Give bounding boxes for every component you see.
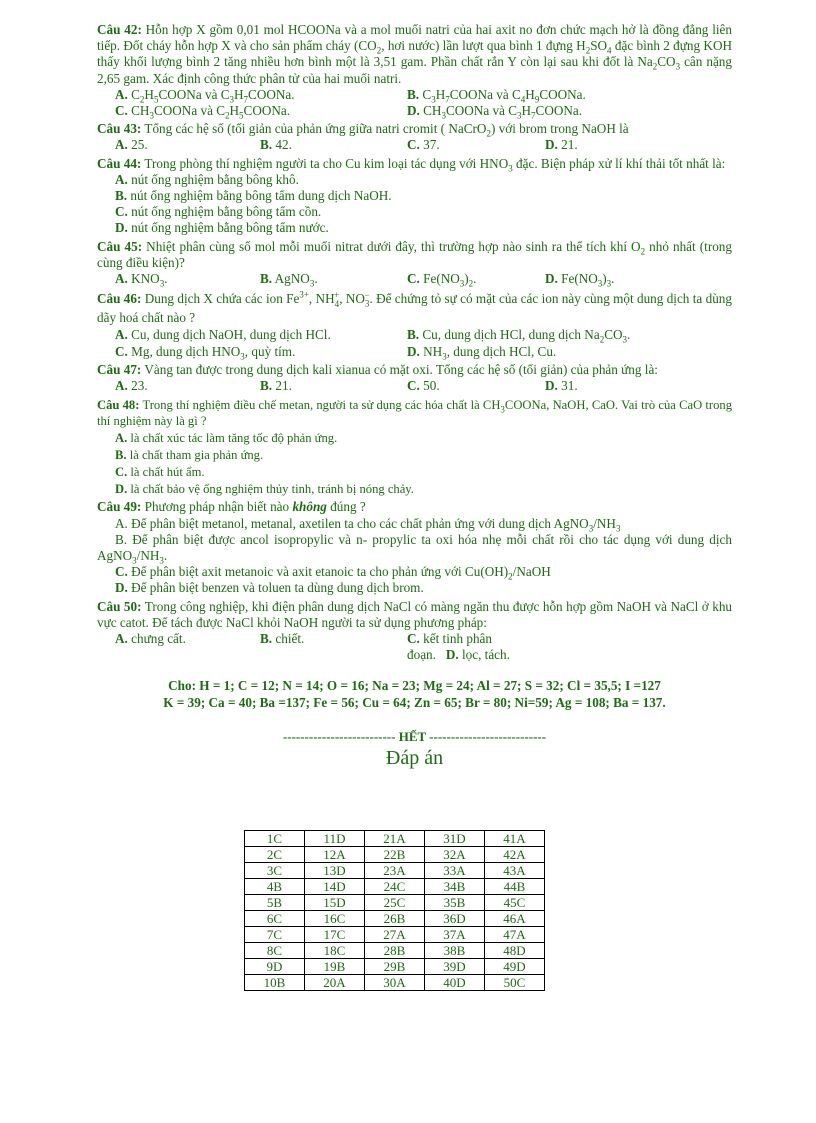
answer-row (245, 943, 545, 959)
option-d[interactable]: D. nút ống nghiệm bằng bông tẩm nước. (115, 220, 329, 236)
option-a[interactable]: A. chưng cất. (115, 631, 186, 647)
question-42-stem: Câu 42: Hỗn hợp X gồm 0,01 mol HCOONa và a mol muối natri của hai axit no đơn chức mạch hở là đồng đẳng liên tiếp. Đốt cháy hỗn hợp X và cho sản phẩm cháy ($CO_2$, hơi nước) lần lượt qua bình 1 đựng $H_2SO_4$ đặc bình 2 đựng KOH thấy khối lượng bình 2 tăng nhiều hơn bình một là 3,51 gam. Phần chất rắn Y còn lại sau khi đốt là $Na_2CO_3$ cân nặng 2,65 gam. Xác định công thức phân tử của hai muối natri. (97, 22, 732, 86)
answer-cell: 41A (485, 831, 545, 847)
answer-cell: 46A (485, 911, 545, 927)
option-b[interactable]: B. là chất tham gia phản ứng. (115, 448, 264, 463)
answer-row (245, 831, 545, 847)
answer-cell: 32A (425, 847, 485, 863)
answer-cell: 8C (245, 943, 305, 959)
answer-cell: 16C (305, 911, 365, 927)
exam-page (97, 22, 733, 769)
question-50-stem: Câu 50: Trong công nghiệp, khi điện phân dung dịch NaCl có màng ngăn thu được hỗn hợp gồm NaOH và NaCl ở khu vực catot. Để tách được NaCl khỏi NaOH người ta sử dụng phương pháp: (97, 598, 733, 630)
question-47-options (115, 378, 732, 394)
answer-cell: 47A (485, 927, 545, 943)
atomic-masses-line-2: K = 39; Ca = 40; Ba =137; Fe = 56; Cu = 64; Zn = 65; Br = 80; Ni=59; Ag = 108; Ba = 137. (163, 695, 666, 711)
answer-cell: 7C (245, 927, 305, 943)
question-46-stem: Câu 46: Dung dịch X chứa các ion $Fe^{3+}$, $NH_4^+$, $NO_3^-$. Để chứng tỏ sự có mặt của các ion này cùng một dung dịch ta dùng dãy hoá chất nào ? (97, 289, 732, 326)
question-45 (97, 239, 732, 288)
answer-row (245, 895, 545, 911)
question-48-stem: Câu 48: Trong thí nghiệm điều chế metan, người ta sử dụng các hóa chất là $CH_3COONa$, NaOH, CaO. Vai trò của CaO trong thí nghiệm này là gì ? (97, 397, 732, 429)
answer-cell: 2C (245, 847, 305, 863)
answer-cell: 43A (485, 863, 545, 879)
question-49-options (115, 564, 732, 596)
question-label: Câu 47: (97, 362, 142, 378)
answer-cell: 28B (365, 943, 425, 959)
question-49-stem: Câu 49: Phương pháp nhận biết nào không đúng ? (97, 499, 366, 515)
answer-row (245, 863, 545, 879)
answer-cell: 49D (485, 959, 545, 975)
option-a[interactable]: A. Cu, dung dịch NaOH, dung dịch HCl. (115, 327, 331, 343)
answer-cell: 36D (425, 911, 485, 927)
option-d[interactable]: D. $Fe(NO_3)_3$. (545, 271, 615, 289)
answer-row (245, 927, 545, 943)
answer-cell: 1C (245, 831, 305, 847)
question-49 (97, 499, 732, 596)
question-47 (97, 362, 732, 394)
option-b[interactable]: B. chiết. (260, 631, 305, 647)
answer-cell: 50C (485, 975, 545, 991)
answer-cell: 40D (425, 975, 485, 991)
answer-cell: 3C (245, 863, 305, 879)
option-c[interactable]: C. $Fe(NO_3)_2$. (407, 271, 477, 289)
question-50 (97, 599, 732, 664)
answer-table (244, 830, 545, 991)
answer-row (245, 879, 545, 895)
question-42 (97, 22, 732, 119)
option-a[interactable]: A. $KNO_3$. (115, 271, 168, 289)
question-label: Câu 49: (97, 499, 142, 515)
question-label: Câu 48: (97, 397, 140, 412)
option-c[interactable]: C. Mg, dung dịch $HNO_3$, quỳ tím. (115, 343, 296, 362)
option-c[interactable]: C. $CH_3COONa$ và $C_2H_5COONa$. (115, 103, 291, 121)
answer-cell: 6C (245, 911, 305, 927)
answer-row (245, 911, 545, 927)
answer-title: Đáp án (385, 746, 444, 769)
question-45-stem: Câu 45: Nhiệt phân cùng số mol mỗi muối nitrat dưới đây, thì trường hợp nào sinh ra thể tích khí $O_2$ nhỏ nhất (trong cùng điều kiện)? (97, 238, 732, 270)
answer-cell: 42A (485, 847, 545, 863)
option-a[interactable]: A. 23. (115, 378, 148, 394)
question-45-options (115, 271, 732, 287)
option-c[interactable]: C. 50. (407, 378, 440, 394)
answer-cell: 34B (425, 879, 485, 895)
answer-cell: 39D (425, 959, 485, 975)
answer-cell: 44B (485, 879, 545, 895)
answer-row (245, 847, 545, 863)
answer-cell: 13D (305, 863, 365, 879)
question-label: Câu 42: (97, 22, 142, 37)
answer-cell: 45C (485, 895, 545, 911)
answer-cell: 10B (245, 975, 305, 991)
atomic-masses (97, 677, 732, 711)
answer-cell: 9D (245, 959, 305, 975)
question-44-options (115, 172, 732, 237)
answer-cell: 19B (305, 959, 365, 975)
question-label: Câu 50: (97, 598, 142, 614)
answer-cell: 23A (365, 863, 425, 879)
question-47-stem: Câu 47: Vàng tan được trong dung dịch kali xianua có mặt oxi. Tổng các hệ số (tối giản) của phản ứng là: (97, 362, 658, 378)
answer-cell: 31D (425, 831, 485, 847)
answer-cell: 27A (365, 927, 425, 943)
answer-cell: 29B (365, 959, 425, 975)
answer-row (245, 975, 545, 991)
question-44-stem: Câu 44: Trong phòng thí nghiệm người ta cho Cu kim loại tác dụng với $HNO_3$ đặc. Biện pháp xử lí khí thải tốt nhất là: (97, 155, 726, 174)
answer-cell: 24C (365, 879, 425, 895)
option-d[interactable]: D. 21. (545, 137, 578, 153)
question-label: Câu 44: (97, 155, 142, 171)
question-48 (97, 397, 732, 498)
option-b[interactable]: B. Để phân biệt được ancol isopropylic và n- propylic ta oxi hóa nhẹ mỗi chất rồi cho tác dụng với dung dịch $AgNO_3/NH_3$. (97, 531, 732, 566)
question-label: Câu 43: (97, 121, 142, 137)
option-a[interactable]: A. $C_2H_5COONa$ và $C_3H_7COONa$. (115, 86, 295, 105)
atomic-masses-line-1: Cho: H = 1; C = 12; N = 14; O = 16; Na = 23; Mg = 24; Al = 27; S = 32; Cl = 35,5; I =127 (168, 678, 661, 694)
answer-cell: 5B (245, 895, 305, 911)
option-c[interactable]: C. 37. (407, 137, 440, 153)
answer-cell: 35B (425, 895, 485, 911)
question-43-stem: Câu 43: Tổng các hệ số (tối giản của phản ứng giữa natri cromit ( NaCrO$_2$) với brom trong NaOH là (97, 121, 629, 139)
option-d[interactable]: D. $NH_3$, dung dịch HCl, Cu. (407, 343, 557, 362)
option-d[interactable]: D. 31. (545, 378, 578, 394)
question-50-options (115, 631, 732, 663)
question-43-options (115, 137, 732, 153)
option-c[interactable]: C. Để phân biệt axit metanoic và axit etanoic ta cho phản ứng với $Cu(OH)_2$/NaOH (115, 564, 551, 582)
answer-cell: 14D (305, 879, 365, 895)
option-d[interactable]: D. Để phân biệt benzen và toluen ta dùng dung dịch brom. (115, 580, 424, 596)
question-label: Câu 45: (97, 238, 143, 254)
answer-cell: 12A (305, 847, 365, 863)
answer-cell: 11D (305, 831, 365, 847)
answer-cell: 25C (365, 895, 425, 911)
answer-cell: 15D (305, 895, 365, 911)
end-marker: -------------------------- HẾT --------------------------- (282, 729, 547, 745)
option-c[interactable]: C. là chất hút ẩm. (115, 464, 205, 479)
answer-row (245, 959, 545, 975)
option-a[interactable]: A. 25. (115, 137, 148, 153)
option-b[interactable]: B. 42. (260, 137, 292, 153)
question-46-options (115, 327, 732, 360)
option-a[interactable]: A. là chất xúc tác làm tăng tốc độ phản ứng. (115, 431, 338, 446)
answer-cell: 30A (365, 975, 425, 991)
answer-cell: 21A (365, 831, 425, 847)
option-b[interactable]: B. 21. (260, 378, 292, 394)
answer-cell: 38B (425, 943, 485, 959)
answer-cell: 48D (485, 943, 545, 959)
option-d[interactable]: D. $CH_3COONa$ và $C_3H_7COONa$. (407, 103, 583, 121)
answer-cell: 17C (305, 927, 365, 943)
answer-cell: 26B (365, 911, 425, 927)
question-44 (97, 156, 732, 237)
option-a[interactable]: A. Để phân biệt metanol, metanal, axetilen ta cho các chất phản ứng với dung dịch $AgNO_3/NH_3$ (115, 515, 621, 534)
answer-cell: 4B (245, 879, 305, 895)
question-42-options (115, 87, 732, 119)
option-b[interactable]: B. $C_3H_7COONa$ và $C_4H_9COONa$. (407, 86, 586, 105)
option-c[interactable]: C. nút ống nghiệm bằng bông tẩm cồn. (115, 204, 322, 220)
answer-cell: 20A (305, 975, 365, 991)
answer-cell: 22B (365, 847, 425, 863)
question-43 (97, 121, 732, 153)
question-46 (97, 289, 732, 360)
option-d[interactable]: D. là chất bảo vệ ống nghiệm thủy tinh, tránh bị nóng chảy. (115, 481, 414, 496)
option-b[interactable]: B. Cu, dung dịch HCl, dung dịch $Na_2CO_3$. (407, 327, 631, 345)
answer-cell: 18C (305, 943, 365, 959)
option-b[interactable]: B. nút ống nghiệm bằng bông tẩm dung dịch NaOH. (115, 188, 392, 204)
question-label: Câu 46: (97, 291, 142, 307)
answer-cell: 37A (425, 927, 485, 943)
option-a[interactable]: A. nút ống nghiệm bằng bông khô. (115, 171, 299, 187)
option-c[interactable]: C. kết tinh phân đoạn. D. lọc, tách. (407, 631, 510, 663)
answer-cell: 33A (425, 863, 485, 879)
question-48-options (115, 430, 732, 497)
option-b[interactable]: B. AgNO$_3$. (260, 271, 318, 289)
